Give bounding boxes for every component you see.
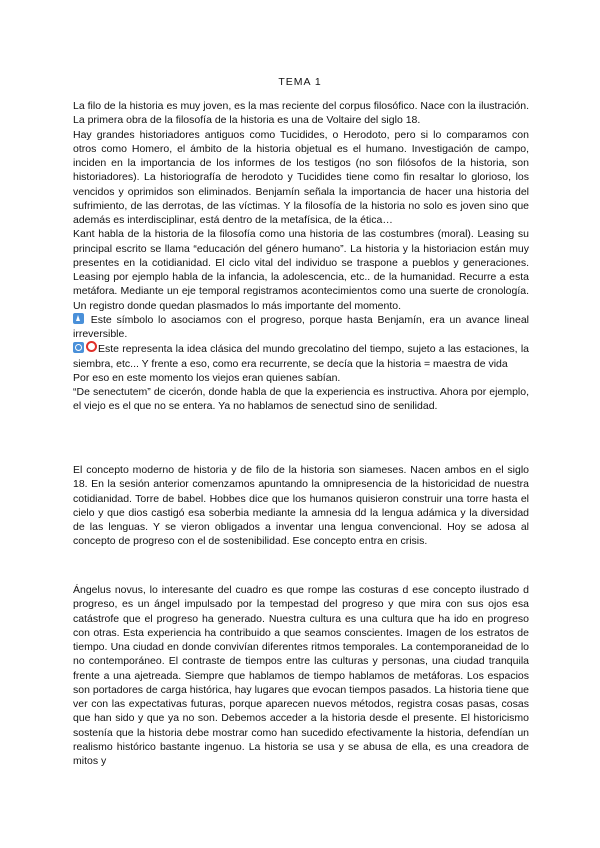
up-arrow-icon — [73, 313, 84, 324]
paragraph: La filo de la historia es muy joven, es la mas reciente del corpus filosófico. Nace con la ilustración. La primera obra de la filosofía de la historia es una de Voltaire del siglo 18. — [73, 100, 529, 127]
text-section-3 — [73, 583, 529, 768]
paragraph-text: Este símbolo lo asociamos con el progreso, porque hasta Benjamín, era un avance lineal irreversible. — [73, 313, 529, 340]
paragraph: Kant habla de la historia de la filosofía como una historia de las costumbres (moral). Leasing su principal escrito se llama “educación del género humano”. La historia y la historiacion están muy presentes en la cotidianidad. El ciclo vital del individuo se traspone a pueblos y generaciones. Leasing por ejemplo habla de la infancia, la adolescencia, etc.. de la humanidad. Recurre a esta metáfora. Mediante un eje temporal registramos acontecimientos como una suerte de cronología. Un registro donde quedan plasmados lo más importante del momento. — [73, 228, 529, 312]
paragraph: Hay grandes historiadores antiguos como Tucidides, o Herodoto, pero si lo comparamos con otros como Homero, el ámbito de la historia objetual es el humano. Investigación de campo, inciden en la importancia de los informes de los testigos (no son filósofos de la historia, son historiadores). La historiografía de herodoto y Tucidides tiene como fin resaltar lo glorioso, los vencidos y oprimidos son eliminados. Benjamín señala la importancia de hacer una historia del sufrimiento, de las derrotas, de las víctimas. Y la filosofía de la historia no solo es joven sino que además es interdisciplinar, está dentro de la metafísica, de la ética… — [73, 128, 529, 226]
paragraph: El concepto moderno de historia y de filo de la historia son siameses. Nacen ambos en el siglo 18. En la sesión anterior comenzamos apuntando la omnipresencia de la historicidad de nuestra cotidianidad. Torre de babel. Hobbes dice que los humanos quisieron construir una torre hasta el cielo y que dios castigó esa soberbia mediante la amnesia dd la lengua adámica y la diversidad de las lenguas. Y se vieron obligados a inventar una lengua convencional. Hoy se adosa al concepto de progreso con el de sostenibilidad. Ese concepto entra en crisis. — [73, 464, 529, 548]
paragraph-text: Este representa la idea clásica del mundo grecolatino del tiempo, sujeto a las estaciones, la siembra, etc... Y frente a eso, como era recurrente, se decía que la historia = maestra de vida — [73, 343, 529, 370]
document-title: TEMA 1 — [278, 76, 322, 88]
counterclockwise-arrows-icon — [73, 342, 84, 353]
paragraph: Ángelus novus, lo interesante del cuadro es que rompe las costuras d ese concepto ilustrado d progreso, es un ángel impulsado por la tempestad del progreso y que mira con sus ojos esa catástrofe que el progreso ha generado. Nuestra cultura es una cultura que ha ido en progreso con otras. Esta experiencia ha contribuido a que seamos conscientes. Imagen de los estratos de tiempo. Una ciudad en donde convivían diferentes ritmos temporales. La contemporaneidad de lo no contemporáneo. El contraste de tiempos entre las culturas y personas, una ciudad tranquila frente a una ajetreada. Siempre que hablamos de tiempo hablamos de metáforas. Los espacios son portadores de carga histórica, hay lugares que evocan tiempos pasados. La historia tiene que ver con las expectativas futuras, porque aparecen nuevos métodos, registra cosas pasas, cosas que han sido y que ya no son. Debemos acceder a la historia desde el presente. El historicismo sostenía que la historia debe mostrar como han sucedido efectivamente la historia, defendían un realismo histórico bastante ingenuo. La historia se usa y se abusa de ella, es una creadora de mitos y — [73, 584, 529, 767]
paragraph-progress-symbol — [73, 313, 529, 342]
text-section-2 — [73, 463, 529, 549]
hollow-red-circle-icon — [86, 341, 97, 352]
paragraph-cycle-symbol — [73, 341, 529, 371]
paragraph: “De senectutem” de cicerón, donde habla de que la experiencia es instructiva. Ahora por ejemplo, el viejo es el que no se entera. Ya no hablamos de senectud sino de senilidad. — [73, 386, 529, 413]
paragraph: Por eso en este momento los viejos eran quienes sabían. — [73, 371, 341, 384]
text-section-1 — [73, 99, 529, 414]
